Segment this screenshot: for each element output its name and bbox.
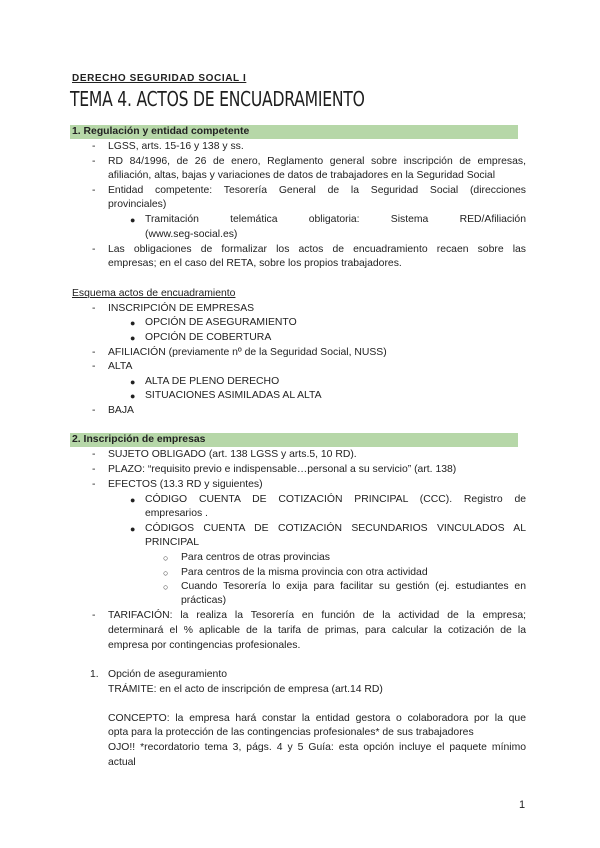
dash-marker: -: [92, 156, 96, 167]
numbered-marker: 1.: [90, 669, 99, 680]
list-item-continuation: empresas; en el caso del RETA, sobre los propios trabajadores.: [108, 258, 402, 269]
course-title: DERECHO SEGURIDAD SOCIAL I: [72, 73, 247, 84]
list-item: RD 84/1996, de 26 de enero, Reglamento general sobre inscripción de empresas,: [108, 156, 526, 167]
subsection-title: Opción de aseguramiento: [108, 669, 227, 680]
dash-marker: -: [92, 449, 96, 460]
dash-marker: -: [92, 479, 96, 490]
bullet-icon: ●: [130, 495, 136, 505]
list-item: Para centros de otras provincias: [181, 552, 331, 563]
list-item: Para centros de la misma provincia con otra actividad: [181, 567, 428, 578]
list-item: Cuando Tesorería lo exija para facilitar su gestión (ej. estudiantes en: [181, 581, 526, 592]
list-item-continuation: empresarios .: [145, 508, 208, 519]
list-item: Las obligaciones de formalizar los actos de encuadramiento recaen sobre las: [108, 244, 526, 255]
bullet-icon: ●: [130, 318, 136, 328]
list-item: LGSS, arts. 15-16 y 138 y ss.: [108, 141, 244, 152]
concepto-text: opta para la protección de las contingencias profesionales* de sus trabajadores: [108, 727, 474, 738]
dash-marker: -: [92, 464, 96, 475]
list-item-continuation: determinará el % aplicable de la tarifa de primas, para calcular la cotización de la: [108, 625, 526, 636]
circle-bullet-icon: ○: [163, 582, 169, 592]
circle-bullet-icon: ○: [163, 553, 169, 563]
list-item: Entidad competente: Tesorería General de la Seguridad Social (direcciones: [108, 185, 526, 196]
list-item: SUJETO OBLIGADO (art. 138 LGSS y arts.5, 10 RD).: [108, 449, 357, 460]
list-item-continuation: PRINCIPAL: [145, 537, 200, 548]
list-item: Tramitación telemática obligatoria: Sistema RED/Afiliación: [145, 214, 526, 225]
list-item-continuation: (www.seg-social.es): [145, 229, 238, 240]
tramite-text: TRÁMITE: en el acto de inscripción de empresa (art.14 RD): [108, 684, 383, 695]
dash-marker: -: [92, 185, 96, 196]
dash-marker: -: [92, 405, 96, 416]
list-item: AFILIACIÓN (previamente nº de la Seguridad Social, NUSS): [108, 347, 387, 358]
list-item: OPCIÓN DE COBERTURA: [145, 332, 272, 343]
list-item: INSCRIPCIÓN DE EMPRESAS: [108, 303, 255, 314]
section-heading-2: 2. Inscripción de empresas: [70, 433, 518, 447]
page-number: 1: [519, 799, 526, 811]
list-item: OPCIÓN DE ASEGURAMIENTO: [145, 317, 297, 328]
list-item: CÓDIGO CUENTA DE COTIZACIÓN PRINCIPAL (CCC). Registro de: [145, 494, 526, 505]
concepto-text: CONCEPTO: la empresa hará constar la entidad gestora o colaboradora por la que: [108, 713, 526, 724]
list-item-continuation: afiliación, altas, bajas y variaciones de datos de trabajadores en la Seguridad Social: [108, 170, 496, 181]
concepto-text: actual: [108, 757, 136, 768]
list-item: BAJA: [108, 405, 134, 416]
bullet-icon: ●: [130, 524, 136, 534]
circle-bullet-icon: ○: [163, 568, 169, 578]
list-item: TARIFACIÓN: la realiza la Tesorería en función de la actividad de la empresa;: [108, 610, 526, 621]
list-item: CÓDIGOS CUENTA DE COTIZACIÓN SECUNDARIOS VINCULADOS AL: [145, 523, 526, 534]
list-item: ALTA: [108, 361, 133, 372]
dash-marker: -: [92, 303, 96, 314]
dash-marker: -: [92, 141, 96, 152]
dash-marker: -: [92, 347, 96, 358]
list-item: EFECTOS (13.3 RD y siguientes): [108, 479, 263, 490]
dash-marker: -: [92, 361, 96, 372]
bullet-icon: ●: [130, 333, 136, 343]
section-heading-1: 1. Regulación y entidad competente: [70, 125, 518, 139]
dash-marker: -: [92, 244, 96, 255]
schema-heading: Esquema actos de encuadramiento: [72, 288, 236, 299]
page-title: TEMA 4. ACTOS DE ENCUADRAMIENTO: [70, 87, 365, 111]
bullet-icon: ●: [130, 391, 136, 401]
bullet-icon: ●: [130, 377, 136, 387]
list-item-continuation: provinciales): [108, 199, 167, 210]
list-item: PLAZO: “requisito previo e indispensable…personal a su servicio” (art. 138): [108, 464, 457, 475]
dash-marker: -: [92, 610, 96, 621]
list-item-continuation: empresa por contingencias profesionales.: [108, 640, 301, 651]
list-item: ALTA DE PLENO DERECHO: [145, 376, 280, 387]
list-item: SITUACIONES ASIMILADAS AL ALTA: [145, 390, 322, 401]
list-item-continuation: prácticas): [181, 595, 227, 606]
bullet-icon: ●: [130, 215, 136, 225]
concepto-text: OJO!! *recordatorio tema 3, págs. 4 y 5 Guía: esta opción incluye el paquete mínimo: [108, 742, 526, 753]
